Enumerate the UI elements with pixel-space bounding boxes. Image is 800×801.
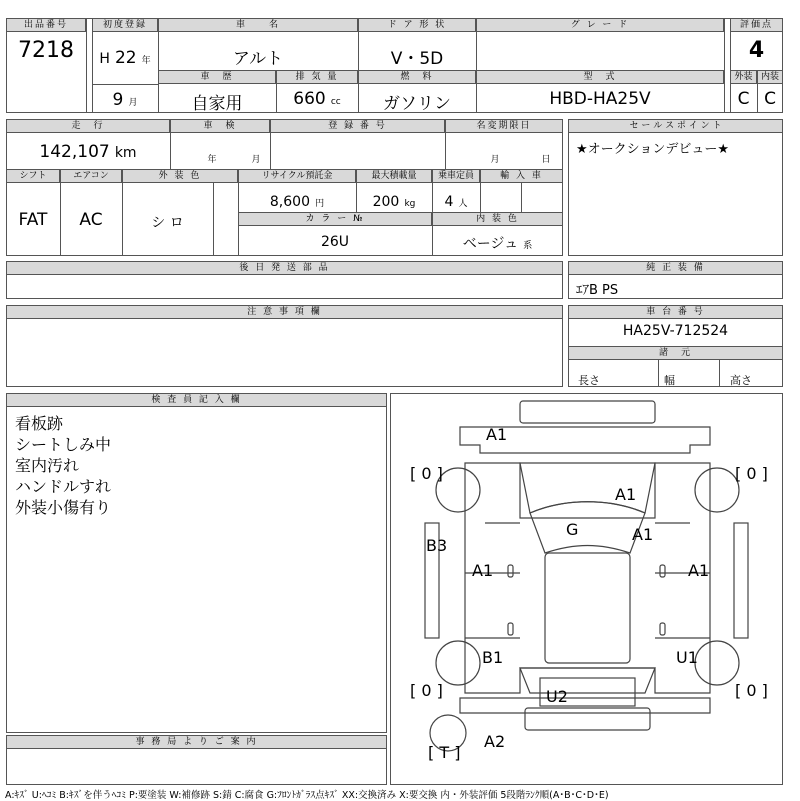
- door-label: ド ア 形 状: [358, 18, 476, 32]
- import-label: 輸 入 車: [480, 169, 563, 183]
- history-value: 自家用: [191, 94, 243, 114]
- door-value: V・5D: [390, 49, 444, 69]
- specs-label: 諸 元: [568, 346, 783, 360]
- exterior-value: C: [737, 89, 750, 109]
- plate-label: 登 録 番 号: [270, 119, 445, 133]
- ac-label: エアコン: [60, 169, 122, 183]
- inspector-note: 外装小傷有り: [15, 498, 112, 517]
- recycle-label: リサイクル預託金: [238, 169, 356, 183]
- inspector-label: 検 査 員 記 入 欄: [6, 393, 387, 407]
- tire-rr-bracket: [ 0 ]: [735, 681, 768, 700]
- sales-point-label: セ ー ル ス ポ イ ン ト: [568, 119, 783, 133]
- grade-label: グ レ ー ド: [476, 18, 724, 32]
- spare-bracket: [ T ]: [428, 743, 461, 762]
- car-name-value: アルト: [232, 49, 284, 69]
- interior-color-value: ベージュ 系: [462, 236, 533, 252]
- genuine-label: 純 正 装 備: [568, 261, 783, 275]
- later-parts-label: 後 日 発 送 部 品: [6, 261, 563, 275]
- shift-label: シフト: [6, 169, 60, 183]
- ac-value: AC: [79, 210, 103, 230]
- capacity-label: 乗車定員: [432, 169, 480, 183]
- mark-rear-gate: U2: [546, 687, 568, 706]
- mark-windshield: G: [566, 520, 579, 539]
- fuel-label: 燃 料: [358, 70, 476, 84]
- genuine-value: ｴｱB PS: [576, 283, 619, 298]
- spec-length-label: 長さ: [578, 374, 600, 387]
- lot-number: 7218: [18, 38, 74, 63]
- recycle-value: 8,600 円: [269, 194, 325, 210]
- inspection-month-unit: 月: [251, 155, 261, 165]
- tire-rl-bracket: [ 0 ]: [410, 681, 443, 700]
- car-diagram: [390, 393, 783, 785]
- legend: A:ｷｽﾞ U:ﾍｺﾐ B:ｷｽﾞを伴うﾍｺﾐ P:要塗装 W:補修跡 S:錆 C:腐食 G:ﾌﾛﾝﾄｶﾞﾗｽ点ｷｽﾞ XX:交換済み X:要交換 内・外装評価 5段階ﾗﾝｸ順(A･B･C･D･E): [5, 790, 609, 801]
- model-label: 型 式: [476, 70, 724, 84]
- interior-color-label: 内 装 色: [432, 212, 563, 226]
- displacement-value: 660 cc: [293, 89, 341, 109]
- mark-hood: A1: [615, 485, 637, 504]
- load-label: 最大積載量: [356, 169, 432, 183]
- mark-left-side: B3: [426, 536, 448, 555]
- capacity-value: 4 人: [444, 194, 468, 210]
- mark-left-rear: B1: [482, 648, 504, 667]
- color-value: シ ロ: [151, 215, 184, 231]
- spec-width-label: 幅: [664, 374, 675, 387]
- mark-front-bumper: A1: [486, 425, 508, 444]
- color-label: 外 装 色: [122, 169, 238, 183]
- name-change-day-unit: 日: [541, 155, 551, 165]
- mileage-label: 走 行: [6, 119, 170, 133]
- mileage-value: 142,107 km: [39, 142, 137, 162]
- load-value: 200 kg: [372, 194, 416, 210]
- spec-height-label: 高さ: [730, 374, 752, 387]
- interior-value: C: [764, 89, 776, 109]
- car-name-label: 車 名: [158, 18, 358, 32]
- tire-fr-bracket: [ 0 ]: [735, 464, 768, 483]
- inspector-note: 看板跡: [15, 414, 64, 433]
- inspector-note: ハンドルすれ: [15, 477, 112, 496]
- mark-rear-bumper: A2: [484, 732, 506, 751]
- displacement-label: 排 気 量: [276, 70, 358, 84]
- inspection-year-unit: 年: [207, 155, 217, 165]
- mark-fender-right: A1: [632, 525, 654, 544]
- name-change-month-unit: 月: [490, 155, 500, 165]
- first-reg-label: 初度登録: [92, 18, 158, 32]
- chassis-value: HA25V-712524: [622, 323, 729, 339]
- score-label: 評価点: [730, 18, 783, 32]
- shift-value: FAT: [18, 210, 48, 230]
- fuel-value: ガソリン: [383, 94, 451, 114]
- interior-label: 内装: [757, 70, 783, 84]
- inspection-label: 車 検: [170, 119, 270, 133]
- sales-point-value: ★オークションデビュー★: [576, 142, 730, 157]
- inspector-note: シートしみ中: [15, 435, 112, 454]
- first-reg-month: 9 月: [112, 90, 138, 110]
- colorno-value: 26U: [320, 234, 350, 250]
- chassis-label: 車 台 番 号: [568, 305, 783, 319]
- score-value: 4: [748, 38, 765, 63]
- inspector-notes: [15, 413, 111, 518]
- name-change-label: 名変期限日: [445, 119, 563, 133]
- exterior-label: 外装: [730, 70, 757, 84]
- model-value: HBD-HA25V: [549, 89, 651, 109]
- colorno-label: カ ラ ー №: [238, 212, 432, 226]
- notes-section-label: 注 意 事 項 欄: [6, 305, 563, 319]
- tire-fl-bracket: [ 0 ]: [410, 464, 443, 483]
- first-reg-year: H 22 年: [99, 48, 151, 68]
- lot-label: 出品番号: [6, 18, 86, 32]
- history-label: 車 歴: [158, 70, 276, 84]
- mark-right-rear: U1: [676, 648, 698, 667]
- inspector-note: 室内汚れ: [15, 456, 80, 475]
- mark-left-door: A1: [472, 561, 494, 580]
- mark-right-door: A1: [688, 561, 710, 580]
- office-label: 事 務 局 よ り ご 案 内: [6, 735, 387, 749]
